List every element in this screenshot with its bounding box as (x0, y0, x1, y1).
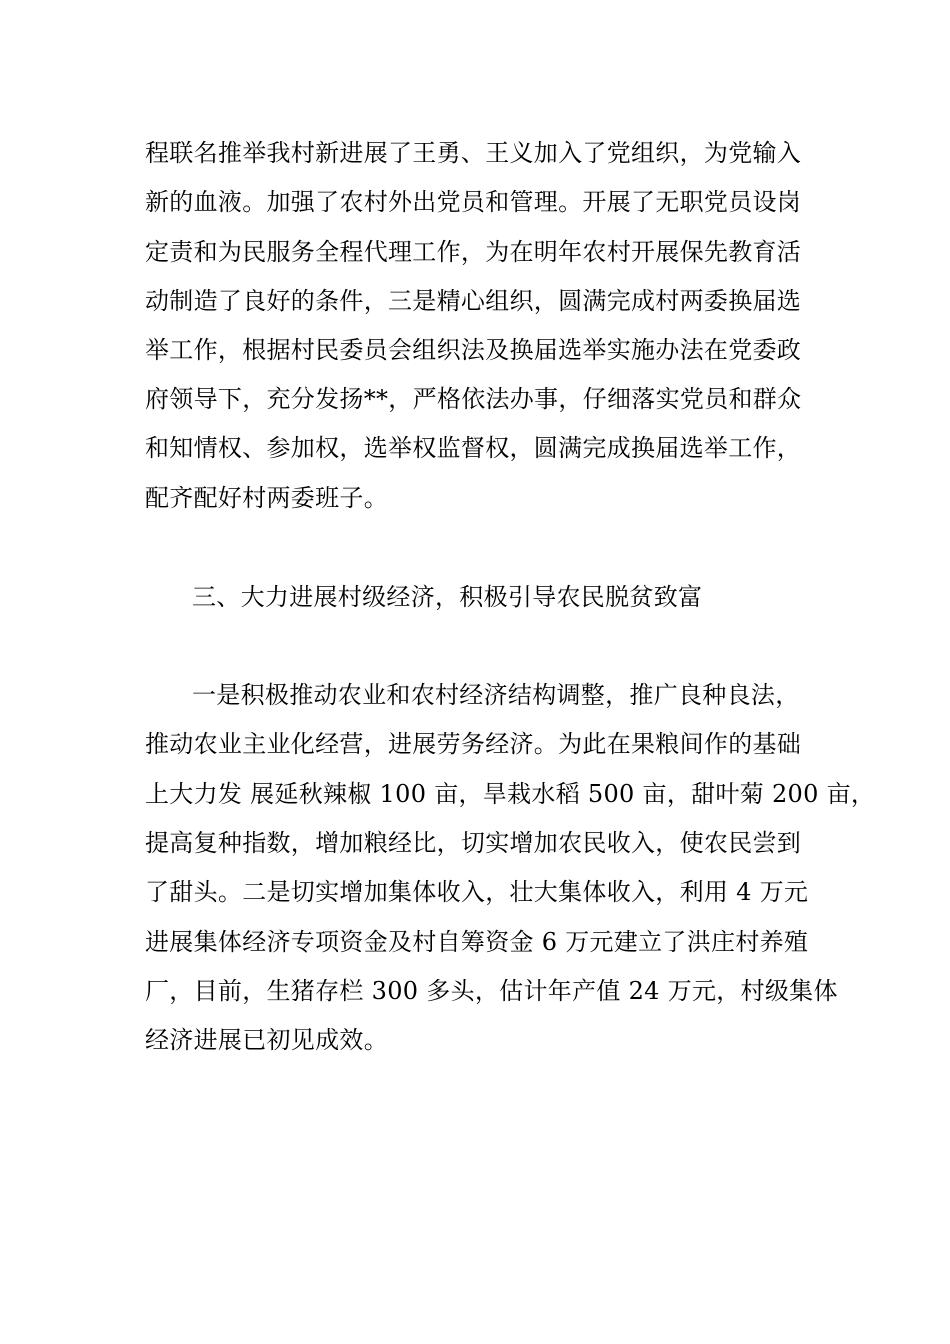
paragraph-2-line-3: 上大力发 展延秋辣椒 100 亩，旱栽水稻 500 亩，甜叶菊 200 亩， (145, 780, 876, 808)
paragraph-1-line-8: 配齐配好村两委班子。 (145, 484, 388, 512)
paragraph-1-line-4: 动制造了良好的条件，三是精心组织，圆满完成村两委换届选 (145, 287, 802, 315)
paragraph-2-line-8: 经济进展已初见成效。 (145, 1026, 388, 1054)
section-heading: 三、大力进展村级经济，积极引导农民脱贫致富 (192, 583, 703, 611)
paragraph-2-line-5: 了甜头。二是切实增加集体收入，壮大集体收入，利用 4 万元 (145, 878, 809, 906)
paragraph-2-line-7: 厂，目前，生猪存栏 300 多头，估计年产值 24 万元，村级集体 (145, 977, 838, 1005)
paragraph-2-line-1: 一是积极推动农业和农村经济结构调整，推广良种良法， (192, 681, 800, 709)
paragraph-1-line-3: 定责和为民服务全程代理工作，为在明年农村开展保先教育活 (145, 238, 802, 266)
paragraph-2-line-4: 提高复种指数，增加粮经比，切实增加农民收入，使农民尝到 (145, 829, 802, 857)
paragraph-1-line-6: 府领导下，充分发扬**，严格依法办事，仔细落实党员和群众 (145, 385, 802, 413)
paragraph-2-line-6: 进展集体经济专项资金及村自筹资金 6 万元建立了洪庄村养殖 (145, 928, 809, 956)
paragraph-1-line-7: 和知情权、参加权，选举权监督权，圆满完成换届选举工作， (145, 434, 802, 462)
paragraph-1-line-5: 举工作，根据村民委员会组织法及换届选举实施办法在党委政 (145, 336, 802, 364)
paragraph-1-line-2: 新的血液。加强了农村外出党员和管理。开展了无职党员设岗 (145, 188, 802, 216)
paragraph-2-line-2: 推动农业主业化经营，进展劳务经济。为此在果粮间作的基础 (145, 730, 802, 758)
paragraph-1-line-1: 程联名推举我村新进展了王勇、王义加入了党组织，为党输入 (145, 139, 802, 167)
